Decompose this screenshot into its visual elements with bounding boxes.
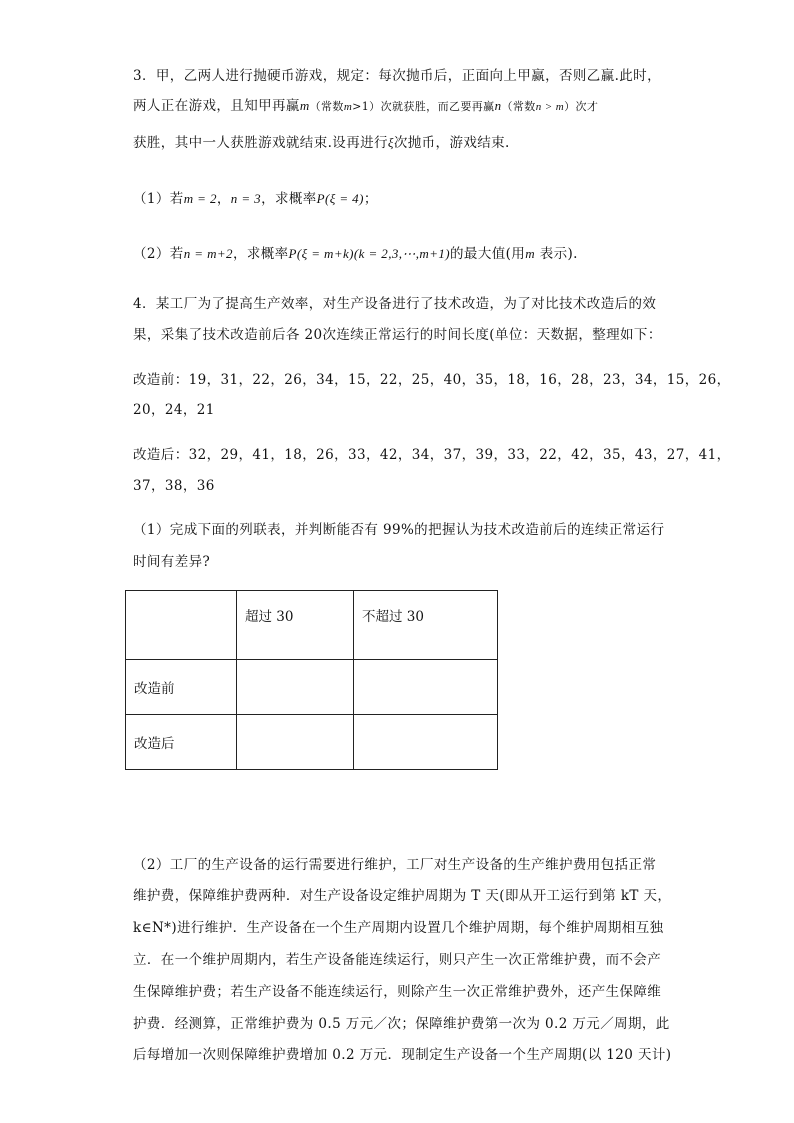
q3-text: ； [363,191,378,207]
q3-part-2 [133,244,578,264]
table-row-label-after: 改造后 [126,715,237,770]
q3-part-1 [133,189,378,209]
q4-before-data-2: 20，24，21 [133,402,215,418]
math-m: m [299,98,310,113]
q3-text: ）次才 [564,100,599,113]
table-cell [126,591,237,660]
table-row [126,715,498,770]
q4-line-1: 4．某工厂为了提高生产效率，对生产设备进行了技术改造，为了对比技术改造后的效 [133,296,657,312]
q4-part-1-line-2: 时间有差异? [133,554,211,570]
math-m: m [343,101,353,113]
q3-text: >1）次就获胜，而乙要再赢 [352,100,495,113]
q4-part-2-line-1: （2）工厂的生产设备的运行需要进行维护，工厂对生产设备的生产维护费用包括正常 [133,857,657,873]
q4-before-data-1: 改造前：19，31，22，26，34，15，22，25，40，35，18，16，28，23，34，15，26， [133,372,731,388]
q4-part-2-line-6: 护费．经测算，正常维护费为 0.5 万元／次；保障维护费第一次为 0.2 万元／周期，此 [133,1016,670,1032]
contingency-table [125,590,498,770]
table-header-not-over-30: 不超过 30 [354,591,498,660]
table-header-over-30: 超过 30 [237,591,354,660]
table-cell [237,715,354,770]
q3-text: （常数 [309,100,344,113]
table-cell [354,715,498,770]
math-expr: n = m+2 [183,246,233,261]
q3-text: 获胜，其中一人获胜游戏就结束.设再进行 [133,135,388,151]
table-row [126,591,498,660]
q3-text: ，求概率 [261,191,317,207]
table-row-label-before: 改造前 [126,660,237,715]
math-n: n [494,98,502,113]
math-expr: m = 2 [183,191,217,206]
math-m: m [525,246,535,261]
q4-part-2-line-2: 维护费，保障维护费两种．对生产设备设定维护周期为 T 天(即从开工运行到第 kT 天， [133,888,672,904]
q3-text: 次抛币，游戏结束. [393,135,510,151]
q4-after-data-2: 37，38，36 [133,478,215,494]
q4-after-data-1: 改造后：32，29，41，18，26，33，42，34，37，39，33，22，42，35，43，27，41， [133,447,731,463]
q3-text: 两人正在游戏，且知甲再赢 [133,98,300,114]
q4-part-2-line-7: 后每增加一次则保障维护费增加 0.2 万元．现制定生产设备一个生产周期(以 120 天计) [133,1047,672,1063]
table-cell [354,660,498,715]
q3-line-1: 3．甲，乙两人进行抛硬币游戏，规定：每次抛币后，正面向上甲赢，否则乙赢.此时， [133,68,661,84]
q3-text: 的最大值(用 [450,246,526,262]
table-row [126,660,498,715]
q3-text: 表示). [535,246,578,262]
q3-text: ， [216,191,231,207]
math-expr: n = 3 [230,191,262,206]
q3-text: （1）若 [133,191,184,207]
q3-text: ，求概率 [232,246,289,262]
math-expr: P(ξ = m+k)(k = 2,3,⋯,m+1) [288,246,451,261]
q4-part-2-line-4: 立．在一个维护周期内，若生产设备能连续运行，则只产生一次正常维护费，而不会产 [133,952,662,968]
math-xi: ξ [387,135,394,150]
q3-text: （常数 [501,100,536,113]
table-cell [237,660,354,715]
math-n-gt-m: n > m [535,101,565,113]
q4-part-1-line-1: （1）完成下面的列联表，并判断能否有 99%的把握认为技术改造前后的连续正常运行 [133,522,665,538]
q4-line-2: 果，采集了技术改造前后各 20次连续正常运行的时间长度(单位：天数据，整理如下： [133,327,662,343]
math-expr: P(ξ = 4) [316,191,364,206]
q3-line-3 [133,133,510,153]
q3-text: （2）若 [133,246,184,262]
q4-part-2-line-5: 生保障维护费；若生产设备不能连续运行，则除产生一次正常维护费外，还产生保障维 [133,984,662,1000]
q3-line-2 [133,96,598,117]
q4-part-2-line-3: k∈N*)进行维护．生产设备在一个生产周期内设置几个维护周期，每个维护周期相互独 [133,920,664,936]
